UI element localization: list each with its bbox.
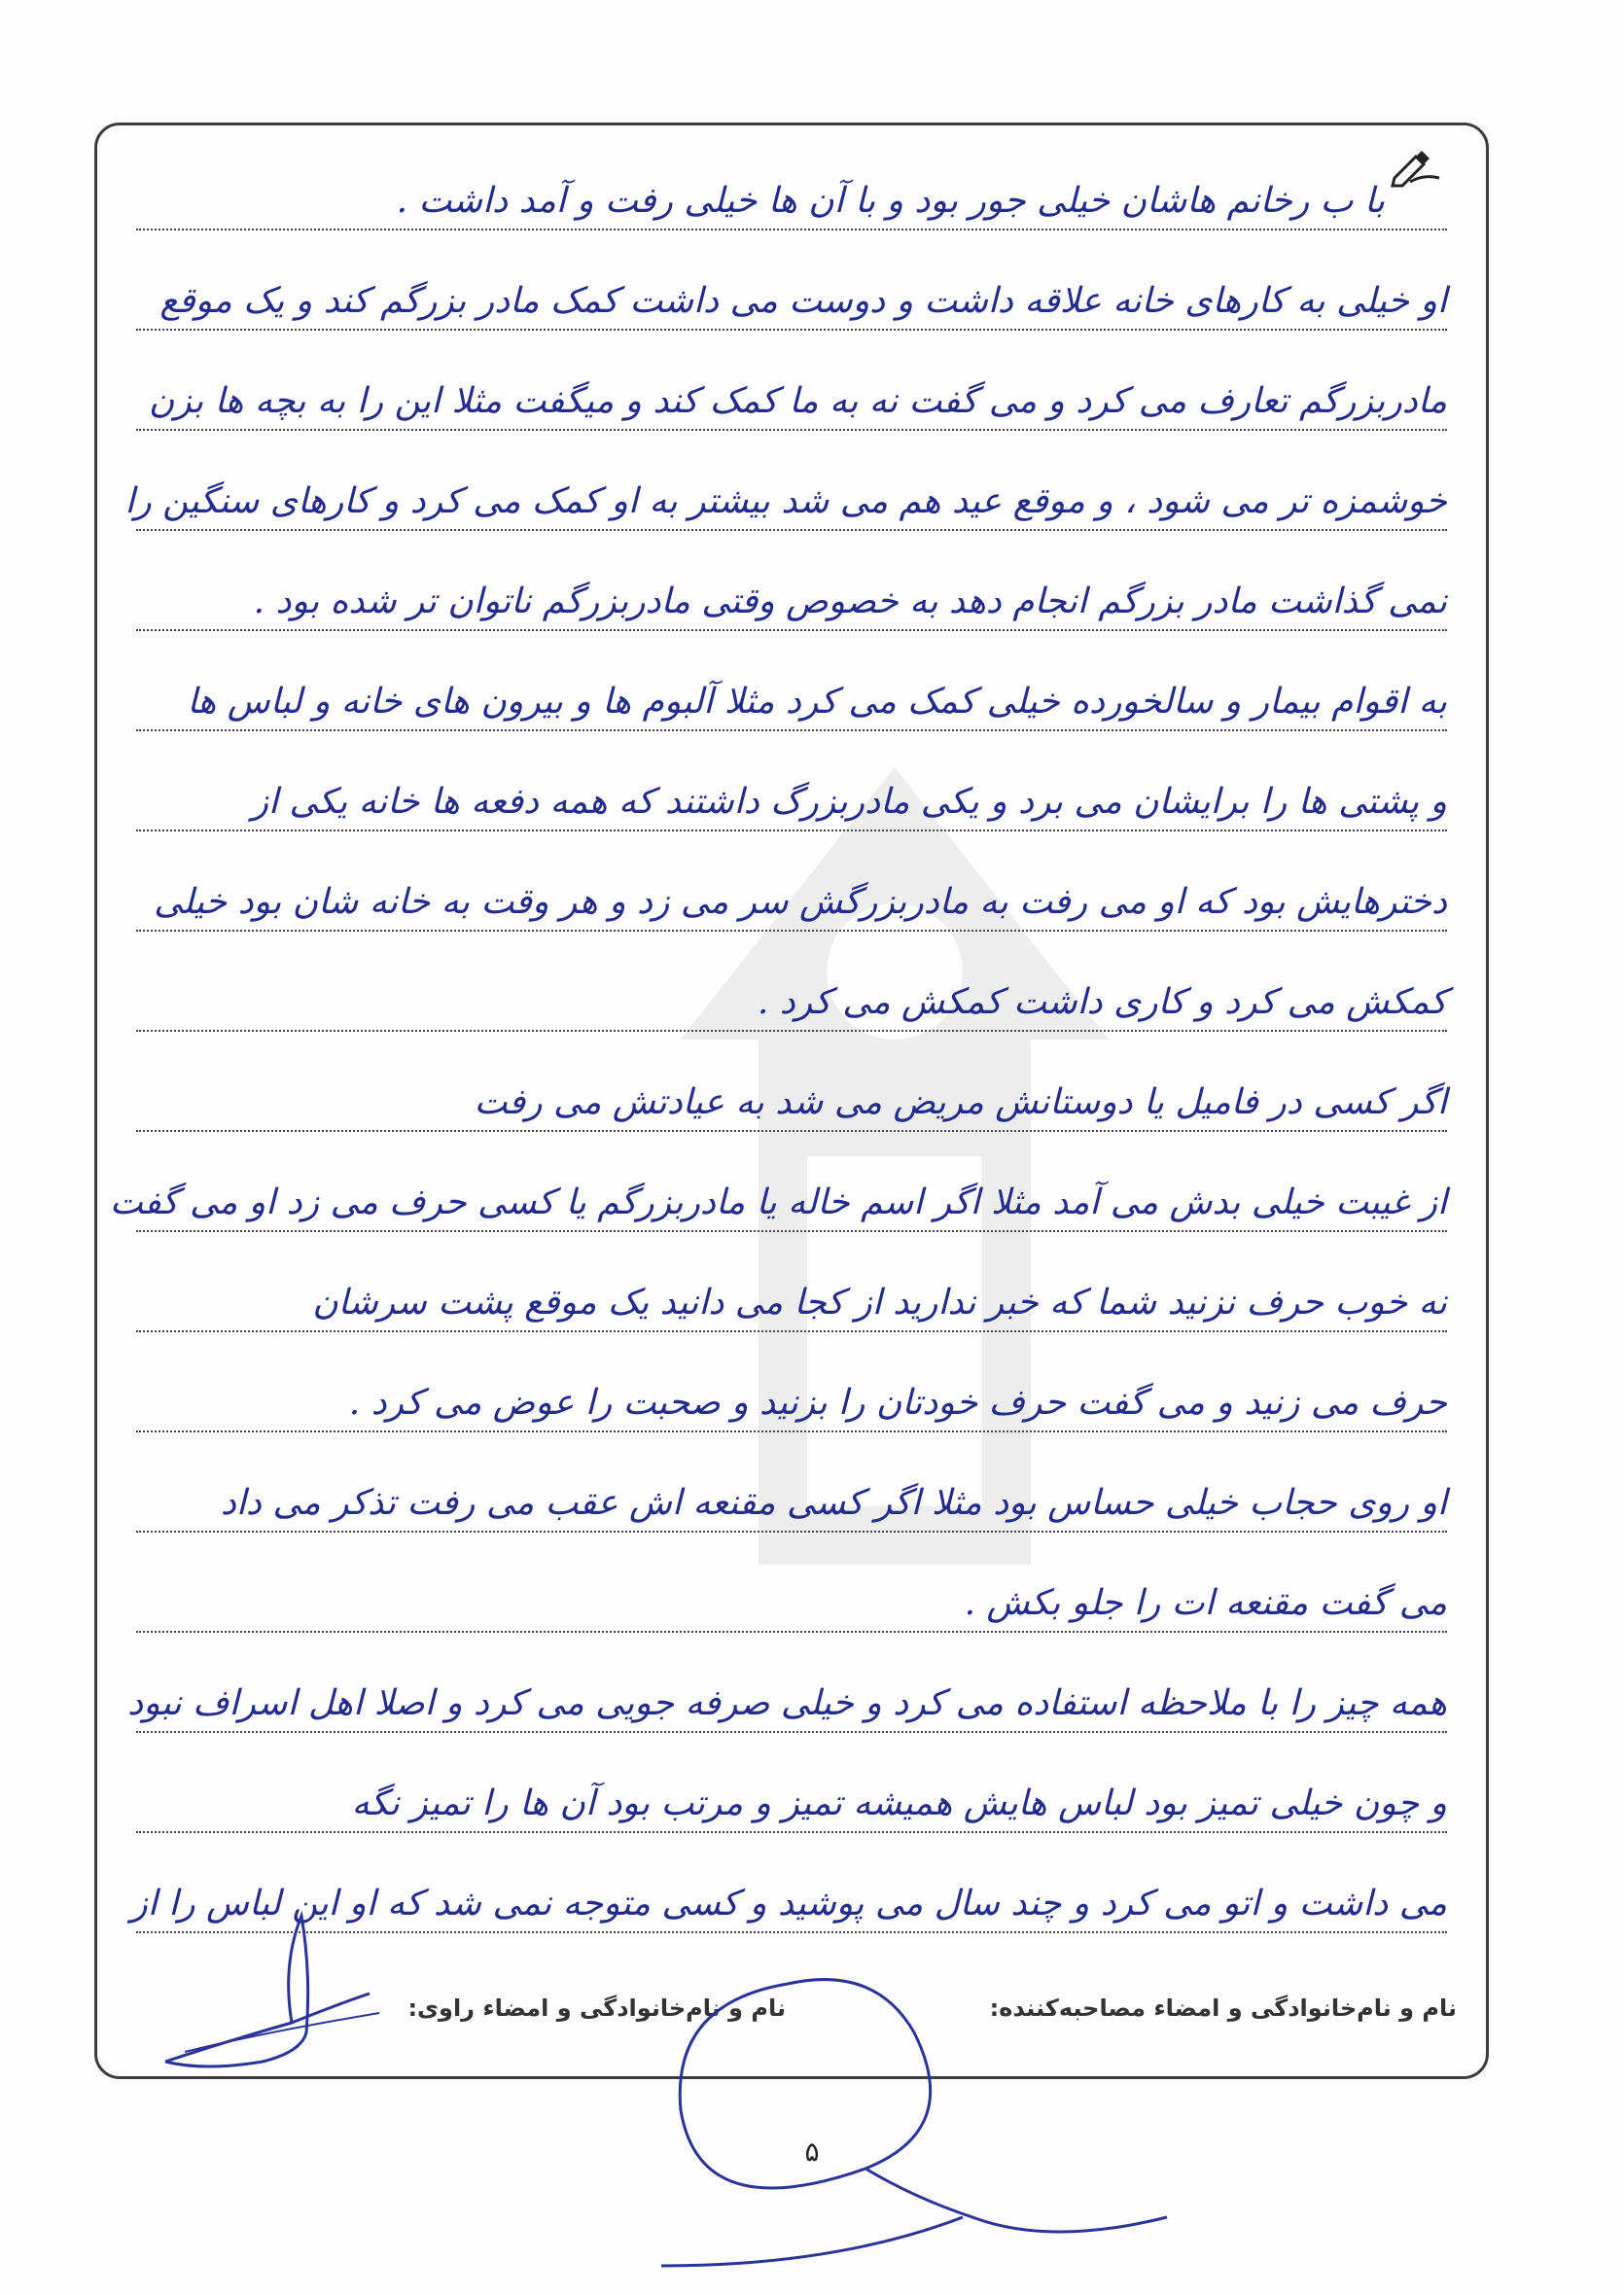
transcript-line bbox=[136, 546, 1447, 631]
transcript-line bbox=[127, 1647, 1447, 1733]
transcript-line bbox=[136, 1547, 1447, 1633]
handwritten-text: نه خوب حرف نزنید شما که خبر ندارید از کجا می دانید یک موقع پشت سرشان bbox=[312, 1283, 1447, 1323]
handwritten-text: کمکش می کرد و کاری داشت کمکش می کرد . bbox=[757, 982, 1447, 1022]
handwritten-text: نمی گذاشت مادر بزرگم انجام دهد به خصوص وقتی مادربزرگم ناتوان تر شده بود . bbox=[253, 582, 1447, 621]
transcript-line bbox=[136, 1447, 1447, 1533]
page-number: ۵ bbox=[804, 2136, 820, 2168]
narrator-signature bbox=[146, 1906, 399, 2081]
handwritten-text: او روی حجاب خیلی حساس بود مثلا اگر کسی مقنعه اش عقب می رفت تذکر می داد bbox=[220, 1483, 1447, 1523]
transcript-line bbox=[136, 1247, 1447, 1332]
handwritten-text: مادربزرگم تعارف می کرد و می گفت نه به ما کمک کند و میگفت مثلا این را به بچه ها بزن bbox=[148, 381, 1447, 421]
handwritten-text: اگر کسی در فامیل یا دوستانش مریض می شد به عیادتش می رفت bbox=[474, 1082, 1447, 1122]
handwritten-text: و پشتی ها را برایشان می برد و یکی مادربزرگ داشتند که همه دفعه ها خانه یکی از bbox=[251, 782, 1447, 822]
transcript-line bbox=[124, 445, 1447, 531]
transcript-line bbox=[136, 1046, 1447, 1132]
transcript-line bbox=[136, 1748, 1447, 1833]
transcript-line bbox=[136, 646, 1447, 731]
handwritten-text: به اقوام بیمار و سالخورده خیلی کمک می کرد مثلا آلبوم ها و بیرون های خانه و لباس ها bbox=[187, 682, 1447, 722]
page-frame bbox=[94, 123, 1489, 2079]
transcript-line bbox=[136, 345, 1447, 431]
narrator-signature-label: نام و نام‌خانوادگی و امضاء راوی: bbox=[407, 1995, 786, 2022]
transcript-line bbox=[136, 1347, 1447, 1432]
transcript-line bbox=[136, 946, 1447, 1032]
handwritten-text: از غیبت خیلی بدش می آمد مثلا اگر اسم خاله یا مادربزرگم یا کسی حرف می زد او می گفت bbox=[109, 1183, 1447, 1222]
transcript-line bbox=[136, 846, 1447, 932]
handwritten-text: می گفت مقنعه ات را جلو بکش . bbox=[964, 1583, 1447, 1623]
pen-writing-icon bbox=[1391, 149, 1441, 188]
handwritten-text: او خیلی به کارهای خانه علاقه داشت و دوست می داشت کمک مادر بزرگم کند و یک موقع bbox=[159, 281, 1447, 321]
handwritten-text: می داشت و اتو می کرد و چند سال می پوشید و کسی متوجه نمی شد که او این لباس را از bbox=[130, 1884, 1447, 1924]
handwritten-text: و چون خیلی تمیز بود لباس هایش همیشه تمیز و مرتب بود آن ها را تمیز نگه bbox=[351, 1783, 1447, 1823]
transcript-line bbox=[136, 746, 1447, 831]
interviewer-signature bbox=[642, 1974, 1186, 2285]
transcript-line bbox=[136, 245, 1447, 331]
handwritten-text: همه چیز را با ملاحظه استفاده می کرد و خیلی صرفه جویی می کرد و اصلا اهل اسراف نبود bbox=[127, 1683, 1447, 1723]
handwritten-text: حرف می زنید و می گفت حرف خودتان را بزنید و صحبت را عوض می کرد . bbox=[348, 1383, 1447, 1423]
handwritten-text: با ب رخانم هاشان خیلی جور بود و با آن ها خیلی رفت و آمد داشت . bbox=[396, 181, 1385, 221]
transcript-line bbox=[136, 145, 1447, 230]
interviewer-signature-label: نام و نام‌خانوادگی و امضاء مصاحبه‌کننده: bbox=[989, 1995, 1457, 2022]
transcript-line bbox=[109, 1147, 1447, 1232]
handwritten-text: خوشمزه تر می شود ، و موقع عید هم می شد بیشتر به او کمک می کرد و کارهای سنگین را bbox=[124, 481, 1447, 521]
handwritten-text: دخترهایش بود که او می رفت به مادربزرگش سر می زد و هر وقت به خانه شان بود خیلی bbox=[154, 882, 1447, 922]
